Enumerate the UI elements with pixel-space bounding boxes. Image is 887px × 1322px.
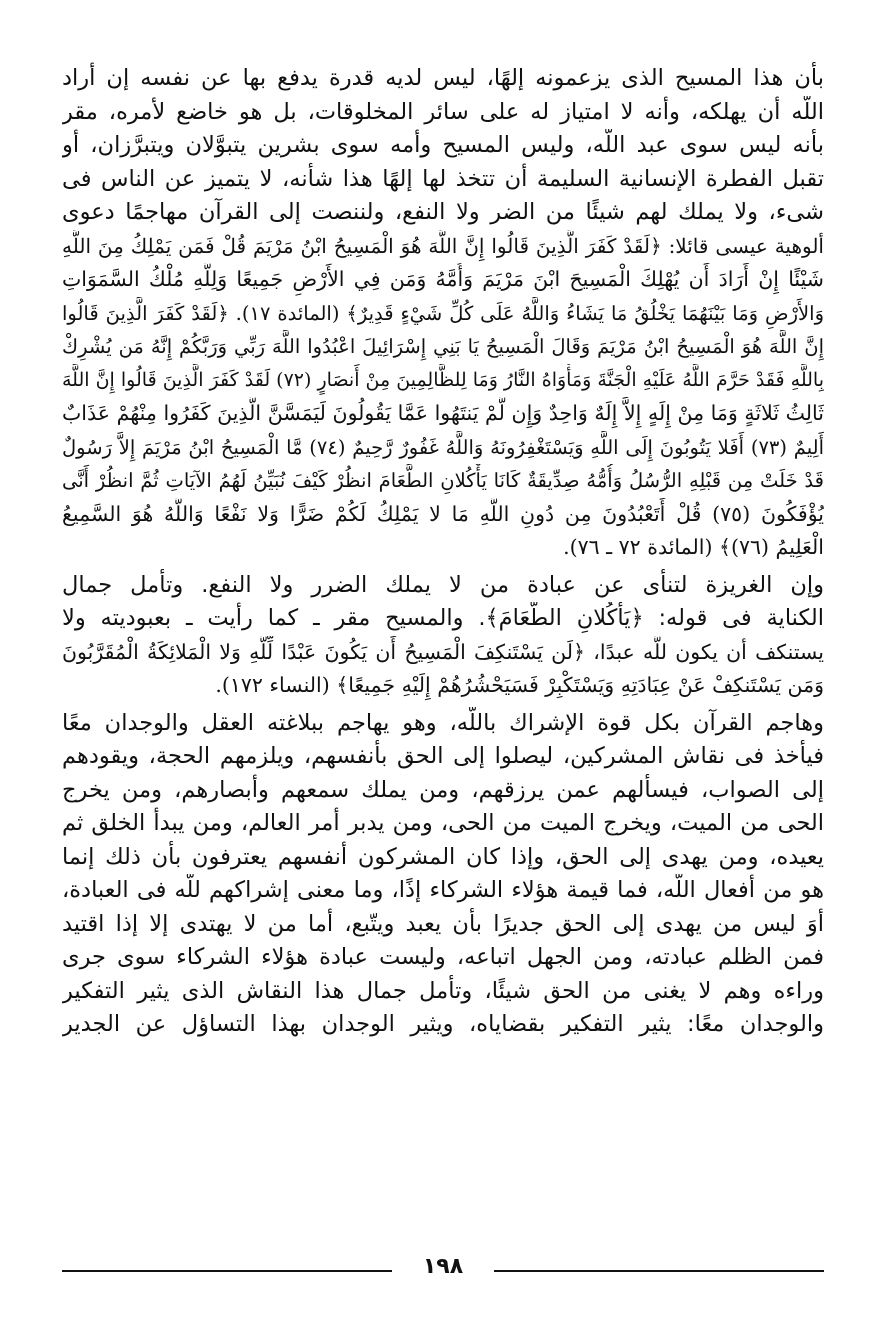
quran-text-line: قَدْ خَلَتْ مِن قَبْلِهِ الرُّسُلُ وَأُمُّهُ صِدِّيقَةٌ كَانَا يَأْكُلانِ الطَّعَامَ انظُرْ كَيْفَ نُبَيِّنُ لَهُمُ الآيَاتِ ثُمَّ انظُرْ أَنَّى <box>62 469 824 492</box>
text-line: اللَّه أن يهلكه، وأنه لا امتياز له على سائر المخلوقات، بل هو خاضع لأمره، مقر <box>62 98 824 125</box>
quran-text-line: الْعَلِيمُ (٧٦)﴾ (المائدة ٧٢ ـ ٧٦). <box>563 535 824 559</box>
text-line: إلى الصواب، فيسألهم عمن يرزقهم، ومن يملك سمعهم وأبصارهم، ومن يخرج <box>62 776 824 803</box>
footer-rule-left <box>62 1270 392 1272</box>
book-page <box>62 62 824 1042</box>
text-line: وراءه وهم لا يغنى من الحق شيئًا، وتأمل جمال هذا النقاش الذى يثير التفكير <box>62 977 824 1004</box>
quran-text-line: يُؤْفَكُونَ (٧٥) قُلْ أَتَعْبُدُونَ مِن دُونِ اللَّهِ مَا لا يَمْلِكُ لَكُمْ ضَرًّا وَلا نَفْعًا وَاللَّهُ هُوَ السَّمِيعُ <box>62 501 824 526</box>
quran-text-line: بِاللَّهِ فَقَدْ حَرَّمَ اللَّهُ عَلَيْهِ الْجَنَّةَ وَمَأْوَاهُ النَّارُ وَمَا لِلظَّالِمِينَ مِنْ أَنصَارٍ (٧٢) لَقَدْ كَفَرَ الَّذِينَ قَالُوا إِنَّ اللَّهَ <box>62 368 824 391</box>
text-line: هو من أفعال اللَّه، فما قيمة هؤلاء الشركاء إذًا، وما معنى إشراكهم للَّه فى العبادة، <box>62 877 824 903</box>
text-line: وهاجم القرآن بكل قوة الإشراك باللَّه، وهو يهاجم ببلاغته العقل والوجدان معًا <box>62 709 824 736</box>
text-line: يعيده، ومن يهدى إلى الحق، وإذا كان المشركون أنفسهم يعترفون بأن ذلك إنما <box>62 843 824 870</box>
quran-text-line: ألوهية عيسى قائلا: ﴿لَقَدْ كَفَرَ الَّذِينَ قَالُوا إِنَّ اللَّهَ هُوَ الْمَسِيحُ ابْنُ مَرْيَمَ قُلْ فَمَن يَمْلِكُ مِنَ اللَّهِ <box>62 233 824 258</box>
text-line: والوجدان معًا: يثير التفكير بقضاياه، ويثير الوجدان بهذا التساؤل عن الجدير <box>62 1011 824 1037</box>
page-number: ١٩٨ <box>422 1254 464 1279</box>
quran-text-line: أَلِيمٌ (٧٣) أَفَلا يَتُوبُونَ إِلَى اللَّهِ وَيَسْتَغْفِرُونَهُ وَاللَّهُ غَفُورٌ رَّحِيمٌ (٧٤) مَّا الْمَسِيحُ ابْنُ مَرْيَمَ إِلاَّ رَسُولٌ <box>62 435 824 459</box>
text-line: أوَ ليس من يهدى إلى الحق جديرًا بأن يعبد ويتّبع، أما من لا يهتدى إلا إذا اقتيد <box>62 910 824 937</box>
text-line: بأنه ليس سوى عبد اللَّه، وليس المسيح وأمه سوى بشرين يتبوَّلان ويتبرَّزان، أو <box>62 132 824 158</box>
quran-text-line: ثَالِثُ ثَلاثَةٍ وَمَا مِنْ إِلَهٍ إِلاَّ إِلَهٌ وَاحِدٌ وَإِن لَّمْ يَنتَهُوا عَمَّا يَقُولُونَ لَيَمَسَّنَّ الَّذِينَ كَفَرُوا مِنْهُمْ عَذَابٌ <box>62 401 824 425</box>
text-line: وإن الغريزة لتنأى عن عبادة من لا يملك الضرر ولا النفع. وتأمل جمال <box>62 571 824 598</box>
text-line: بأن هذا المسيح الذى يزعمونه إلهًا، ليس لديه قدرة يدفع بها عن نفسه إن أراد <box>62 65 824 91</box>
paragraph <box>62 707 824 1042</box>
text-line: فمن الظلم عبادته، ومن الجهل اتباعه، وليست عبادة هؤلاء الشركاء سوى جرى <box>62 944 824 970</box>
text-line: الحى من الميت، ويخرج الميت من الحى، ومن يدبر أمر العالم، ومن يبدأ الخلق ثم <box>62 810 824 836</box>
quran-text-line: شَيْئًا إِنْ أَرَادَ أَن يُهْلِكَ الْمَسِيحَ ابْنَ مَرْيَمَ وَأُمَّهُ وَمَن فِي الأَرْضِ جَمِيعًا وَلِلَّهِ مُلْكُ السَّمَوَاتِ <box>62 267 824 291</box>
quran-text-line: وَمَن يَسْتَنكِفْ عَنْ عِبَادَتِهِ وَيَسْتَكْبِرْ فَسَيَحْشُرُهُمْ إِلَيْهِ جَمِيعًا﴾ (النساء ١٧٢). <box>215 673 824 697</box>
quran-text-line: يستنكف أن يكون للَّه عبدًا، ﴿لَن يَسْتَنكِفَ الْمَسِيحُ أَن يَكُونَ عَبْدًا لِّلَّهِ وَلا الْمَلائِكَةُ الْمُقَرَّبُونَ <box>62 639 824 664</box>
quran-text-line: إِنَّ اللَّهَ هُوَ الْمَسِيحُ ابْنُ مَرْيَمَ وَقَالَ الْمَسِيحُ يَا بَنِي إِسْرَائِيلَ اعْبُدُوا اللَّهَ رَبِّي وَرَبَّكُمْ إِنَّهُ مَن يُشْرِكْ <box>62 335 824 358</box>
text-line: شىء، ولا يملك لهم شيئًا من الضر ولا النفع، ولننصت إلى القرآن مهاجمًا دعوى <box>62 199 824 225</box>
page-footer <box>62 1254 824 1280</box>
paragraph <box>62 62 824 565</box>
text-line: فيأخذ فى نقاش المشركين، ليصلوا إلى الحق بأنفسهم، ويلزمهم الحجة، ويقودهم <box>62 743 824 769</box>
text-line: تقبل الفطرة الإنسانية السليمة أن تتخذ لها إلهًا هذا شأنه، لا يتميز عن الناس فى <box>62 165 824 192</box>
quran-text-line: وَالأَرْضِ وَمَا بَيْنَهُمَا يَخْلُقُ مَا يَشَاءُ وَاللَّهُ عَلَى كُلِّ شَيْءٍ قَدِيرٌ﴾ (المائدة ١٧). ﴿لَقَدْ كَفَرَ الَّذِينَ قَالُوا <box>62 301 824 325</box>
text-line: الكناية فى قوله: ﴿يَأْكُلانِ الطَّعَامَ﴾. والمسيح مقر ـ كما رأيت ـ بعبوديته ولا <box>62 605 824 631</box>
footer-rule-right <box>494 1270 824 1272</box>
paragraph <box>62 569 824 703</box>
